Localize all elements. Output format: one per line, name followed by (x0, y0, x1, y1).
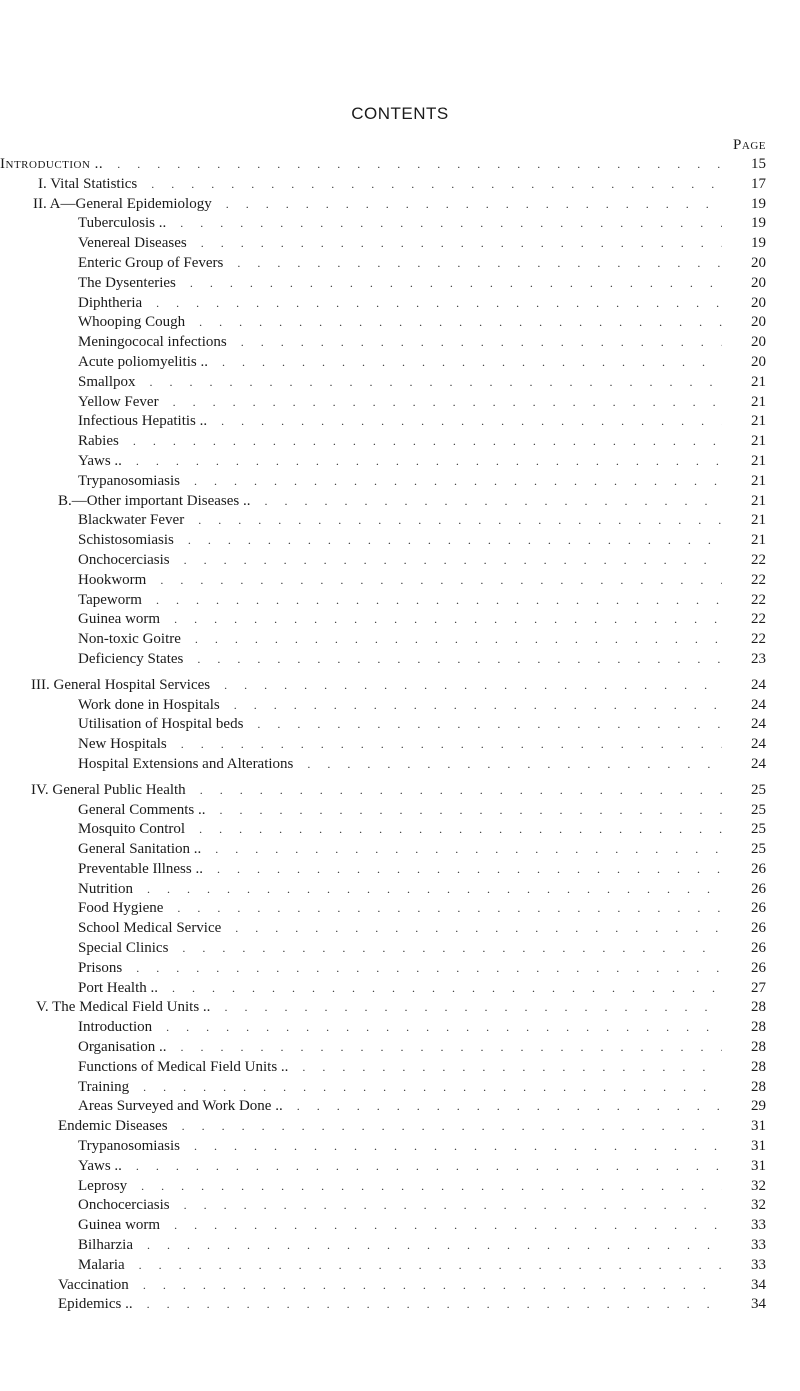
dot-leader (156, 591, 722, 611)
dot-leader (173, 393, 722, 413)
toc-entry-page: 20 (751, 274, 766, 291)
dot-leader (182, 939, 722, 959)
toc-entry-label: Deficiency States (78, 650, 184, 667)
toc-entry-page: 26 (751, 920, 766, 937)
toc-entry-page: 17 (751, 175, 766, 192)
dot-leader (217, 860, 722, 880)
dot-leader (143, 1078, 722, 1098)
dot-leader (199, 313, 722, 333)
toc-entry[interactable] (0, 313, 800, 333)
toc-entry-page: 26 (751, 900, 766, 917)
dot-leader (224, 676, 722, 696)
toc-entry-label: Blackwater Fever (78, 512, 185, 529)
toc-entry-page: 15 (751, 156, 766, 172)
toc-entry-label: Leprosy (78, 1177, 128, 1194)
toc-entry[interactable] (0, 551, 800, 571)
dot-leader (264, 492, 722, 512)
toc-entry-label: Yaws .. (78, 452, 122, 469)
toc-entry-page: 28 (751, 1058, 766, 1075)
dot-leader (180, 1038, 722, 1058)
toc-entry[interactable] (0, 274, 800, 294)
toc-entry[interactable] (0, 860, 800, 880)
dot-leader (200, 781, 722, 801)
toc-entry-label: Schistosomiasis (78, 532, 174, 549)
toc-entry[interactable] (0, 630, 800, 650)
toc-entry[interactable] (0, 254, 800, 274)
toc-entry[interactable] (0, 234, 800, 254)
toc-entry-page: 33 (751, 1217, 766, 1234)
toc-entry-page: 21 (751, 532, 766, 549)
toc-entry[interactable] (0, 676, 800, 696)
toc-entry-label: Work done in Hospitals (78, 696, 220, 713)
toc-entry[interactable] (0, 1097, 800, 1117)
toc-entry-label: V. The Medical Field Units .. (36, 999, 211, 1016)
dot-leader (194, 1137, 722, 1157)
toc-entry-label: Port Health .. (78, 979, 158, 996)
toc-entry-label: The Dysenteries (78, 274, 176, 291)
toc-entry[interactable] (0, 155, 800, 175)
toc-entry-label: Special Clinics (78, 940, 169, 957)
toc-entry-label: Utilisation of Hospital beds (78, 716, 244, 733)
dot-leader (198, 511, 722, 531)
dot-leader (226, 195, 722, 215)
dot-leader (221, 412, 722, 432)
toc-entry-label: Hospital Extensions and Alterations (78, 755, 294, 772)
dot-leader (150, 373, 722, 393)
toc-entry[interactable] (0, 979, 800, 999)
toc-entry-page: 20 (751, 353, 766, 370)
toc-entry-page: 20 (751, 294, 766, 311)
toc-entry[interactable] (0, 735, 800, 755)
toc-entry-label: IV. General Public Health (31, 781, 186, 798)
dot-leader (201, 234, 722, 254)
toc-entry[interactable] (0, 353, 800, 373)
toc-entry-label: Enteric Group of Fevers (78, 254, 224, 271)
toc-entry-label: Epidemics .. (58, 1296, 133, 1313)
toc-entry[interactable] (0, 195, 800, 215)
toc-entry[interactable] (0, 1018, 800, 1038)
toc-entry-label: Acute poliomyelitis .. (78, 353, 208, 370)
toc-entry-page: 21 (751, 472, 766, 489)
dot-leader (222, 353, 722, 373)
toc-entry[interactable] (0, 1177, 800, 1197)
toc-entry-page: 24 (751, 736, 766, 753)
dot-leader (182, 1117, 722, 1137)
toc-entry[interactable] (0, 472, 800, 492)
toc-entry-label: Onchocerciasis (78, 1197, 170, 1214)
toc-entry[interactable] (0, 919, 800, 939)
dot-leader (241, 333, 722, 353)
dot-leader (219, 801, 722, 821)
toc-entry-page: 28 (751, 1039, 766, 1056)
toc-entry-label: Food Hygiene (78, 900, 164, 917)
toc-entry[interactable] (0, 820, 800, 840)
toc-entry-page: 33 (751, 1237, 766, 1254)
toc-entry-label: Organisation .. (78, 1039, 167, 1056)
toc-entry[interactable] (0, 591, 800, 611)
toc-entry-label: Prisons (78, 959, 123, 976)
toc-entry-page: 26 (751, 880, 766, 897)
toc-entry-page: 20 (751, 254, 766, 271)
toc-entry[interactable] (0, 1117, 800, 1137)
dot-leader (156, 294, 722, 314)
toc-entry[interactable] (0, 1196, 800, 1216)
toc-entry[interactable] (0, 880, 800, 900)
toc-entry-label: Yellow Fever (78, 393, 159, 410)
dot-leader (117, 155, 722, 175)
dot-leader (257, 715, 722, 735)
dot-leader (180, 214, 722, 234)
dot-leader (235, 919, 722, 939)
dot-leader (307, 755, 722, 775)
toc-entry-label: Nutrition (78, 880, 133, 897)
toc-entry-page: 29 (751, 1098, 766, 1115)
dot-leader (297, 1097, 722, 1117)
toc-entry-page: 31 (751, 1118, 766, 1135)
toc-entry[interactable] (0, 1216, 800, 1236)
toc-entry-page: 32 (751, 1177, 766, 1194)
dot-leader (181, 735, 722, 755)
toc-entry-page: 25 (751, 821, 766, 838)
toc-entry[interactable] (0, 393, 800, 413)
toc-entry-page: 19 (751, 235, 766, 252)
toc-entry-label: Introduction .. (0, 156, 104, 172)
toc-entry-label: Venereal Diseases (78, 235, 187, 252)
toc-entry-page: 32 (751, 1197, 766, 1214)
toc-entry-label: Guinea worm (78, 611, 161, 628)
toc-entry[interactable] (0, 939, 800, 959)
toc-entry-page: 21 (751, 452, 766, 469)
dot-leader (172, 979, 722, 999)
toc-entry[interactable] (0, 1276, 800, 1296)
toc-entry[interactable] (0, 696, 800, 716)
toc-entry[interactable] (0, 452, 800, 472)
dot-leader (237, 254, 722, 274)
toc-entry[interactable] (0, 1058, 800, 1078)
toc-entry[interactable] (0, 998, 800, 1018)
toc-entry-page: 28 (751, 1019, 766, 1036)
toc-entry-page: 25 (751, 841, 766, 858)
toc-entry[interactable] (0, 294, 800, 314)
toc-entry-page: 24 (751, 696, 766, 713)
toc-entry-page: 19 (751, 195, 766, 212)
dot-leader (184, 1196, 722, 1216)
toc-entry-page: 22 (751, 611, 766, 628)
toc-entry-page: 25 (751, 801, 766, 818)
toc-entry-label: School Medical Service (78, 920, 222, 937)
toc-entry[interactable] (0, 781, 800, 801)
dot-leader (197, 650, 722, 670)
toc-entry-page: 33 (751, 1256, 766, 1273)
toc-entry-page: 24 (751, 755, 766, 772)
toc-entry[interactable] (0, 175, 800, 195)
toc-entry-label: II. A—General Epidemiology (33, 195, 212, 212)
toc-entry[interactable] (0, 801, 800, 821)
toc-entry-label: Bilharzia (78, 1237, 133, 1254)
toc-entry[interactable] (0, 373, 800, 393)
toc-entry-label: General Sanitation .. (78, 841, 202, 858)
toc-entry-label: III. General Hospital Services (31, 676, 211, 693)
dot-leader (147, 1295, 722, 1315)
toc-entry[interactable] (0, 531, 800, 551)
toc-entry[interactable] (0, 840, 800, 860)
toc-entry[interactable] (0, 333, 800, 353)
toc-entry-page: 21 (751, 413, 766, 430)
dot-leader (195, 630, 722, 650)
toc-entry-label: Vaccination (58, 1276, 129, 1293)
toc-entry-label: Onchocerciasis (78, 551, 170, 568)
dot-leader (224, 998, 722, 1018)
toc-entry[interactable] (0, 1295, 800, 1315)
toc-entry-page: 24 (751, 716, 766, 733)
toc-entry-label: Meningococal infections (78, 334, 227, 351)
toc-entry-page: 34 (751, 1276, 766, 1293)
dot-leader (190, 274, 722, 294)
toc-entry-page: 25 (751, 781, 766, 798)
toc-entry-label: Mosquito Control (78, 821, 186, 838)
dot-leader (136, 1157, 722, 1177)
toc-entry-label: Functions of Medical Field Units .. (78, 1058, 289, 1075)
toc-entry-page: 19 (751, 215, 766, 232)
toc-entry-label: Trypanosomiasis (78, 472, 180, 489)
toc-entry-page: 21 (751, 373, 766, 390)
dot-leader (136, 452, 722, 472)
toc-entry[interactable] (0, 1236, 800, 1256)
toc-entry-page: 23 (751, 650, 766, 667)
toc-entry[interactable] (0, 959, 800, 979)
dot-leader (174, 1216, 722, 1236)
toc-entry[interactable] (0, 755, 800, 775)
dot-leader (166, 1018, 722, 1038)
toc-entry-label: I. Vital Statistics (38, 175, 138, 192)
toc-entry-page: 20 (751, 314, 766, 331)
toc-entry-label: Tapeworm (78, 591, 142, 608)
dot-leader (147, 880, 722, 900)
dot-leader (160, 571, 722, 591)
toc-entry-page: 21 (751, 433, 766, 450)
toc-entry[interactable] (0, 492, 800, 512)
toc-entry[interactable] (0, 610, 800, 630)
dot-leader (141, 1177, 722, 1197)
toc-entry[interactable] (0, 1078, 800, 1098)
toc-entry-label: Preventable Illness .. (78, 860, 203, 877)
dot-leader (147, 1236, 722, 1256)
toc-entry[interactable] (0, 511, 800, 531)
page-column-heading: Page (733, 137, 766, 153)
toc-entry-page: 22 (751, 551, 766, 568)
toc-entry[interactable] (0, 1157, 800, 1177)
toc-entry-page: 31 (751, 1157, 766, 1174)
dot-leader (174, 610, 722, 630)
contents-title: CONTENTS (351, 104, 449, 123)
dot-leader (177, 899, 722, 919)
toc-entry[interactable] (0, 899, 800, 919)
toc-entry[interactable] (0, 1137, 800, 1157)
dot-leader (215, 840, 722, 860)
dot-leader (199, 820, 722, 840)
dot-leader (151, 175, 722, 195)
dot-leader (139, 1256, 722, 1276)
toc-entry[interactable] (0, 432, 800, 452)
toc-entry-page: 24 (751, 676, 766, 693)
table-of-contents (0, 155, 800, 1315)
toc-entry-page: 28 (751, 1078, 766, 1095)
toc-entry-label: Diphtheria (78, 294, 143, 311)
toc-entry-label: Introduction (78, 1019, 153, 1036)
toc-entry-label: Tuberculosis .. (78, 215, 167, 232)
toc-entry-label: Training (78, 1078, 130, 1095)
toc-entry-label: Malaria (78, 1256, 125, 1273)
toc-entry-label: Whooping Cough (78, 314, 186, 331)
dot-leader (302, 1058, 722, 1078)
dot-leader (136, 959, 722, 979)
toc-entry[interactable] (0, 214, 800, 234)
toc-entry-label: Endemic Diseases (58, 1118, 168, 1135)
toc-entry[interactable] (0, 571, 800, 591)
dot-leader (133, 432, 722, 452)
dot-leader (194, 472, 722, 492)
toc-entry-page: 22 (751, 571, 766, 588)
toc-entry-page: 22 (751, 631, 766, 648)
toc-entry-label: Yaws .. (78, 1157, 122, 1174)
toc-entry-page: 21 (751, 492, 766, 509)
toc-entry-label: Rabies (78, 433, 119, 450)
toc-entry-page: 34 (751, 1296, 766, 1313)
toc-entry-label: B.—Other important Diseases .. (58, 492, 251, 509)
toc-entry-label: Areas Surveyed and Work Done .. (78, 1098, 283, 1115)
toc-entry[interactable] (0, 1256, 800, 1276)
toc-entry-page: 21 (751, 393, 766, 410)
toc-entry-page: 22 (751, 591, 766, 608)
toc-entry[interactable] (0, 1038, 800, 1058)
toc-entry[interactable] (0, 412, 800, 432)
toc-entry-page: 26 (751, 959, 766, 976)
toc-entry[interactable] (0, 715, 800, 735)
toc-entry-label: Infectious Hepatitis .. (78, 413, 208, 430)
toc-entry-label: Trypanosomiasis (78, 1138, 180, 1155)
toc-entry-page: 31 (751, 1138, 766, 1155)
toc-entry-page: 21 (751, 512, 766, 529)
toc-entry-page: 20 (751, 334, 766, 351)
toc-entry[interactable] (0, 650, 800, 670)
toc-entry-label: Smallpox (78, 373, 136, 390)
dot-leader (143, 1276, 722, 1296)
dot-leader (234, 696, 722, 716)
dot-leader (184, 551, 722, 571)
dot-leader (188, 531, 722, 551)
toc-entry-page: 26 (751, 940, 766, 957)
toc-entry-label: Guinea worm (78, 1217, 161, 1234)
toc-entry-page: 26 (751, 860, 766, 877)
toc-entry-label: New Hospitals (78, 736, 167, 753)
toc-entry-label: General Comments .. (78, 801, 206, 818)
toc-entry-label: Non-toxic Goitre (78, 631, 181, 648)
toc-entry-page: 28 (751, 999, 766, 1016)
toc-entry-label: Hookworm (78, 571, 147, 588)
toc-entry-page: 27 (751, 979, 766, 996)
